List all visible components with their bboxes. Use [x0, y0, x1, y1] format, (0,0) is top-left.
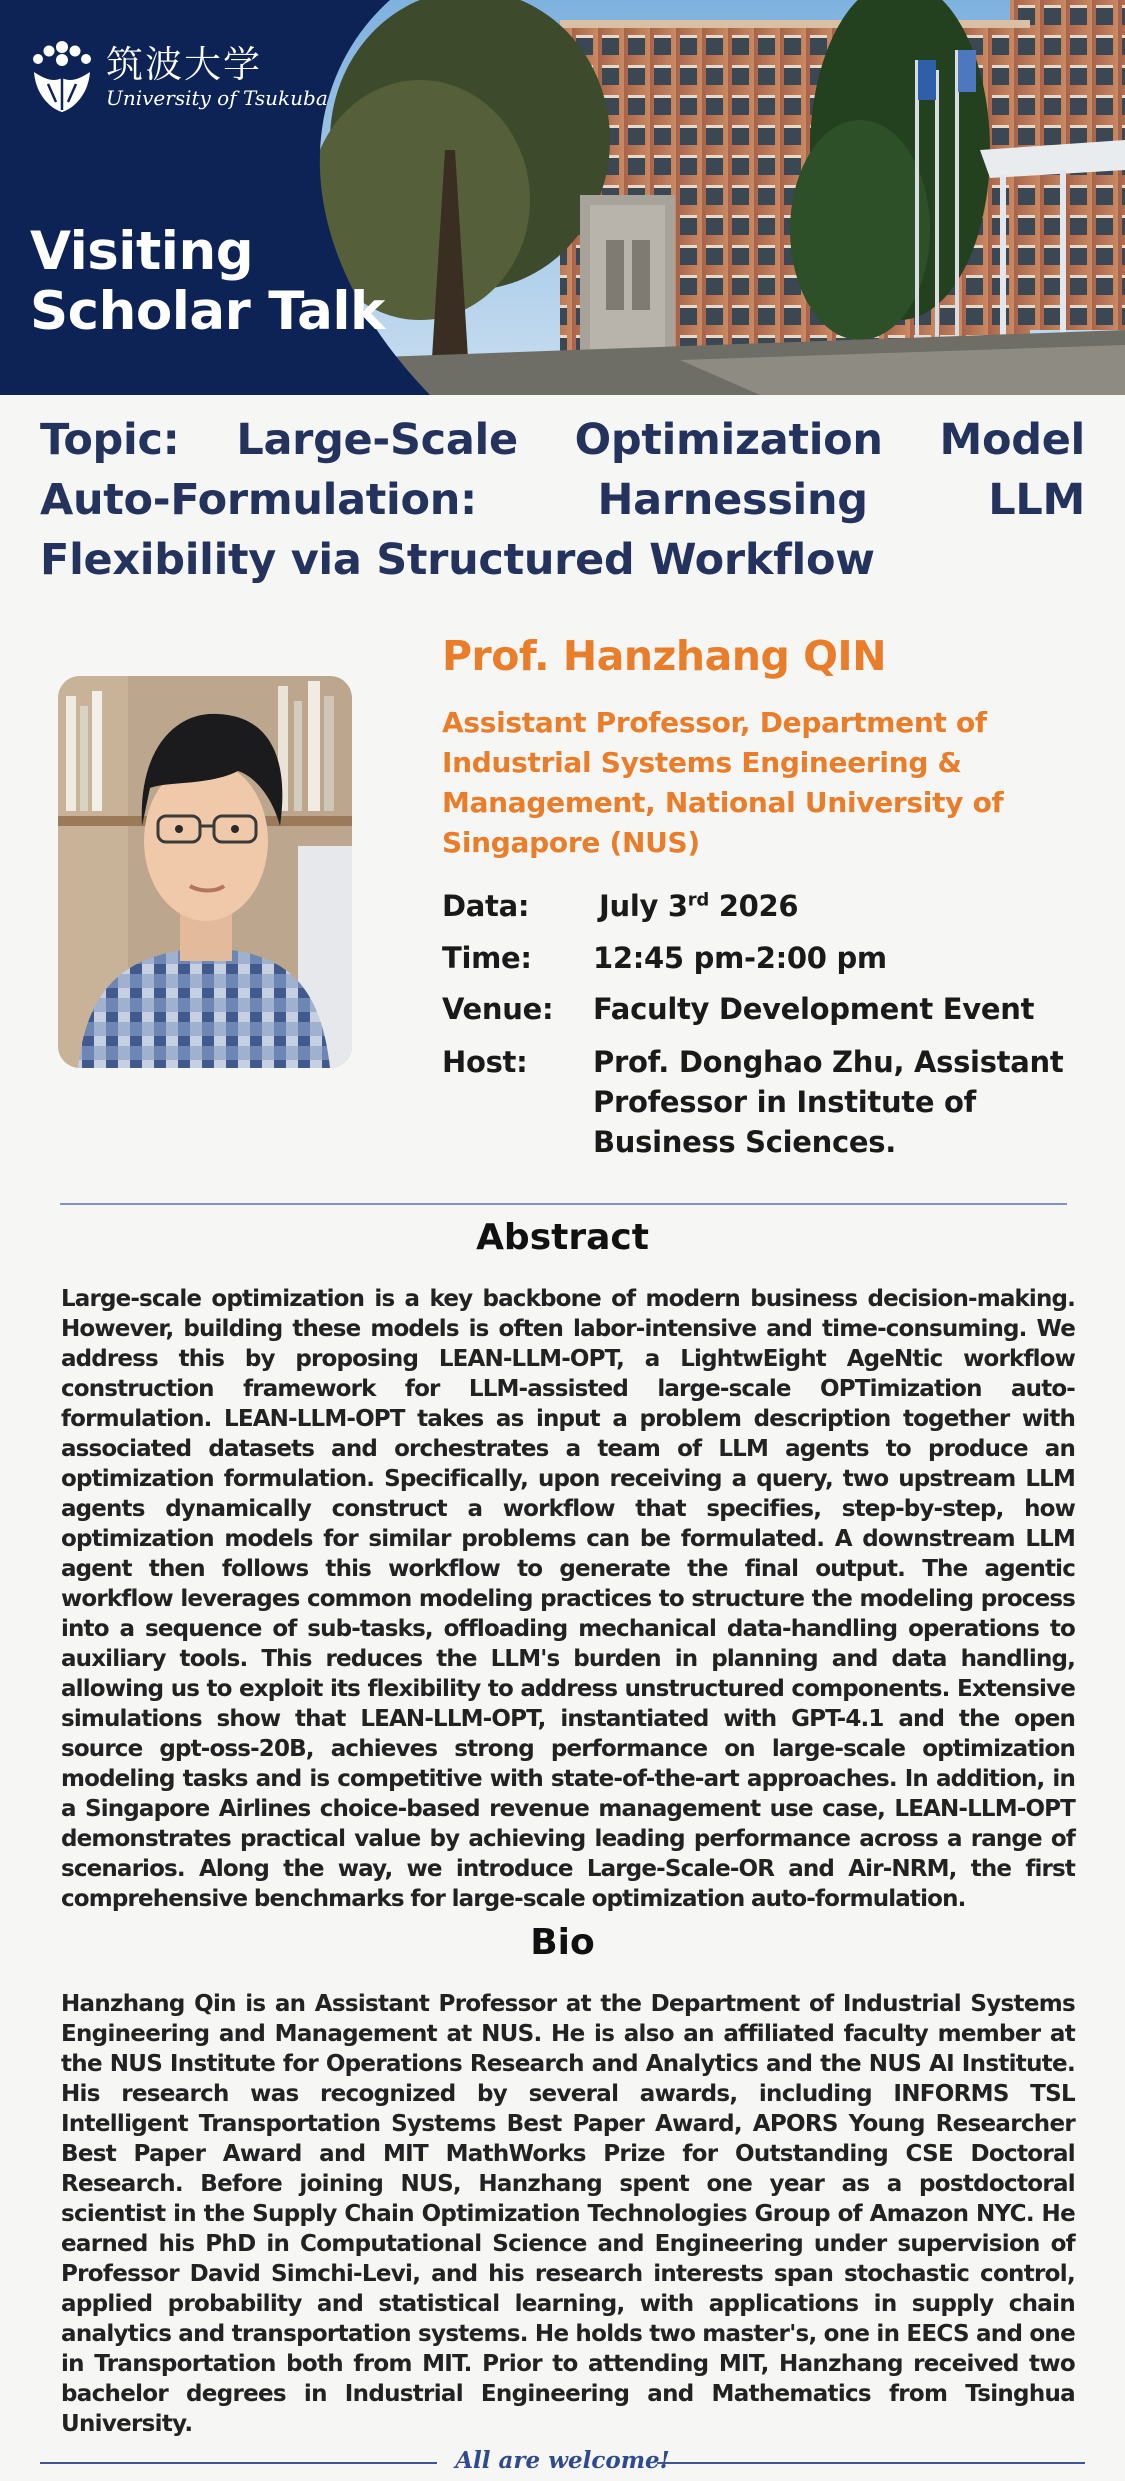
- abstract-heading: Abstract: [476, 1217, 649, 1258]
- date-day: July 3: [599, 889, 688, 923]
- event-headline: [30, 222, 385, 342]
- event-details: [442, 886, 1102, 1162]
- welcome-message: All are welcome!: [455, 2447, 670, 2474]
- bio-text: Hanzhang Qin is an Assistant Professor at the Department of Industrial Systems Engineering and Management at NUS. He is also an affiliated faculty member at the NUS Institute for Operations Research and Analytics and the NUS AI Institute. His research was recognized by several awards, including INFORMS TSL Intelligent Transportation Systems Best Paper Award, APORS Young Researcher Best Paper Award and MIT MathWorks Prize for Outstanding CSE Doctoral Research. Before joining NUS, Hanzhang spent one year as a postdoctoral scientist in the Supply Chain Optimization Technologies Group of Amazon NYC. He earned his PhD in Computational Science and Engineering under supervision of Professor David Simchi-Levi, and his research interests span stochastic control, applied probability and statistical learning, with applications in supply chain analytics and transportation systems. He holds two master's, one in EECS and one in Transportation both from MIT. Prior to attending MIT, Hanzhang received two bachelor degrees in Industrial Engineering and Mathematics from Tsinghua University.: [61, 1991, 1075, 2437]
- speaker-affiliation: Assistant Professor, Department of Industrial Systems Engineering & Management, National University of Singapore (NUS): [442, 706, 1004, 859]
- host-value: Prof. Donghao Zhu, Assistant Professor in Institute of Business Sciences.: [593, 1045, 1064, 1159]
- date-ordinal-suffix: rd: [687, 889, 709, 911]
- date-year: 2026: [708, 889, 799, 923]
- venue-value: Faculty Development Event: [593, 992, 1035, 1026]
- venue-row: [442, 989, 1102, 1042]
- bio-heading: Bio: [530, 1922, 595, 1963]
- header-banner: [0, 0, 1125, 395]
- time-value: 12:45 pm-2:00 pm: [593, 941, 887, 975]
- host-label: Host:: [442, 1045, 528, 1079]
- host-row: [442, 1042, 1102, 1162]
- paulownia-crest-icon: [26, 38, 98, 116]
- speaker-portrait-image: [58, 676, 352, 1068]
- university-name-jp: 筑波大学: [106, 43, 262, 86]
- date-label: Data:: [442, 889, 530, 923]
- headline-line-1: Visiting: [30, 221, 254, 282]
- university-logo: [26, 38, 328, 116]
- venue-label: Venue:: [442, 992, 554, 1026]
- speaker-photo: [58, 676, 352, 1068]
- date-row: [442, 886, 1102, 938]
- time-row: [442, 938, 1102, 989]
- date-value: [599, 889, 798, 923]
- time-label: Time:: [442, 941, 532, 975]
- university-name-en: University of Tsukuba: [106, 86, 328, 110]
- section-divider: [60, 1203, 1067, 1205]
- abstract-text: Large-scale optimization is a key backbone of modern business decision-making. However, building these models is often labor-intensive and time-consuming. We address this by proposing LEAN-LLM-OPT, a LightwEight AgeNtic workflow construction framework for LLM-assisted large-scale OPTimization auto-formulation. LEAN-LLM-OPT takes as input a problem description together with associated datasets and orchestrates a team of LLM agents to produce an optimization formulation. Specifically, upon receiving a query, two upstream LLM agents dynamically construct a workflow that specifies, step-by-step, how optimization models for similar problems can be formulated. A downstream LLM agent then follows this workflow to generate the final output. The agentic workflow leverages common modeling practices to structure the modeling process into a sequence of sub-tasks, offloading mechanical data-handling operations to auxiliary tools. This reduces the LLM's burden in planning and data handling, allowing us to exploit its flexibility to address unstructured components. Extensive simulations show that LEAN-LLM-OPT, instantiated with GPT-4.1 and the open source gpt-oss-20B, achieves strong performance on large-scale optimization modeling tasks and is competitive with state-of-the-art approaches. In addition, in a Singapore Airlines choice-based revenue management use case, LEAN-LLM-OPT demonstrates practical value by achieving leading performance across a range of scenarios. Along the way, we introduce Large-Scale-OR and Air-NRM, the first comprehensive benchmarks for large-scale optimization auto-formulation.: [61, 1286, 1075, 1912]
- speaker-name: Prof. Hanzhang QIN: [442, 632, 887, 680]
- talk-topic: Topic: Large-Scale Optimization Model Auto-Formulation: Harnessing LLM Flexibility via Structured Workflow: [40, 415, 1085, 585]
- headline-line-2: Scholar Talk: [30, 281, 385, 342]
